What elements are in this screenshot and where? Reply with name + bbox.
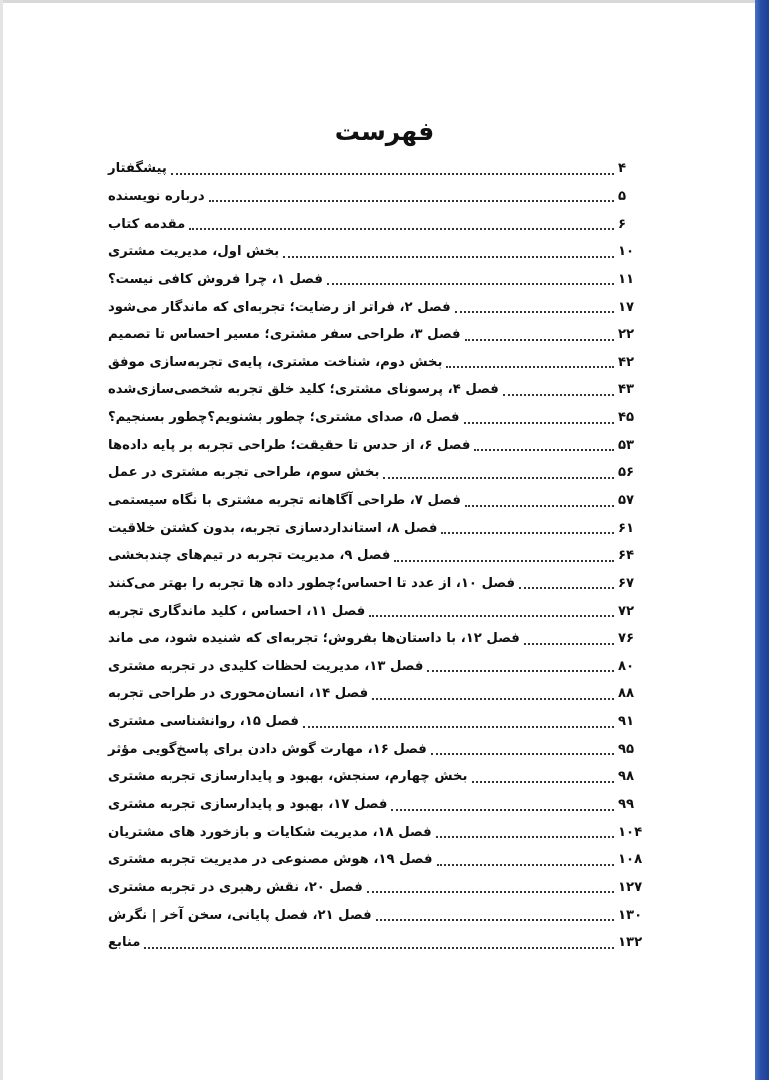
toc-entry [108, 238, 644, 266]
toc-entry-page: ۱۷ [618, 299, 635, 315]
dot-leader [376, 919, 614, 921]
toc-entry-label: بخش سوم، طراحی تجربه مشتری در عمل [108, 465, 380, 481]
toc-entry-page: ۱۳۰ [618, 907, 643, 923]
toc-entry [108, 680, 644, 708]
toc-entry [108, 155, 644, 183]
toc-entry-label: درباره نویسنده [108, 188, 205, 204]
dot-leader [436, 836, 614, 838]
toc-entry-label: فصل ۲، فراتر از رضایت؛ تجربه‌ای که ماندگار می‌شود [108, 299, 451, 315]
dot-leader [427, 670, 614, 672]
toc-entry-page: ۹۹ [618, 797, 635, 813]
dot-leader [383, 477, 614, 479]
toc-entry [108, 321, 644, 349]
toc-entry-page: ۱۰ [618, 244, 635, 260]
toc-entry [108, 901, 644, 929]
toc-entry [108, 183, 644, 211]
toc-entry-page: ۹۸ [618, 769, 635, 785]
toc-entry [108, 874, 644, 902]
toc-entry [108, 376, 644, 404]
dot-leader [519, 587, 614, 589]
toc-entry-page: ۶۴ [618, 548, 635, 564]
toc-entry-page: ۷۶ [618, 631, 635, 647]
toc-entry-page: ۱۰۸ [618, 852, 643, 868]
toc-entry-page: ۶۷ [618, 575, 635, 591]
toc-entry-page: ۷۲ [618, 603, 635, 619]
dot-leader [465, 505, 614, 507]
toc-entry-label: فصل ۱۳، مدیریت لحظات کلیدی در تجربه مشتری [108, 658, 424, 674]
dot-leader [524, 643, 614, 645]
toc-entry-label: فصل ۲۰، نقش رهبری در تجربه مشتری [108, 879, 363, 895]
toc-entry-label: فصل ۱۷، بهبود و پایدارسازی تجربه مشتری [108, 797, 388, 813]
toc-entry-page: ۶ [618, 216, 627, 232]
toc-entry-label: فصل ۴، پرسونای مشتری؛ کلید خلق تجربه شخصی‌سازی‌شده [108, 382, 499, 398]
dot-leader [455, 311, 614, 313]
dot-leader [441, 532, 614, 534]
toc-entry-label: فصل ۱۶، مهارت گوش دادن برای پاسخ‌گویی مؤثر [108, 741, 427, 757]
dot-leader [437, 864, 614, 866]
toc-entry-label: فصل ۸، استانداردسازی تجربه، بدون کشتن خلاقیت [108, 520, 438, 536]
toc-entry-label: فصل ۱۴، انسان‌محوری در طراحی تجربه [108, 686, 369, 702]
toc-entry [108, 625, 644, 653]
toc-entry-page: ۲۲ [618, 327, 635, 343]
toc-entry-label: فصل ۳، طراحی سفر مشتری؛ مسیر احساس تا تصمیم [108, 327, 461, 343]
toc-entry [108, 818, 644, 846]
toc-entry [108, 735, 644, 763]
toc-entry-label: فصل ۱۰، از عدد تا احساس؛چطور داده ها تجربه را بهتر می‌کنند [108, 575, 515, 591]
toc-entry-page: ۱۲۷ [618, 879, 643, 895]
toc-entry-page: ۵۶ [618, 465, 635, 481]
toc-entry [108, 708, 644, 736]
toc-entry-label: فصل ۵، صدای مشتری؛ چطور بشنویم؟چطور بسنجیم؟ [108, 410, 460, 426]
toc-entry [108, 542, 644, 570]
toc-entry-page: ۵ [618, 188, 627, 204]
toc-entry [108, 348, 644, 376]
toc-entry-label: فصل ۱۲، با داستان‌ها بفروش؛ تجربه‌ای که شنیده شود، می ماند [108, 631, 520, 647]
dot-leader [283, 256, 614, 258]
dot-leader [391, 809, 614, 811]
dot-leader [189, 228, 614, 230]
toc-entry [108, 597, 644, 625]
toc-entry [108, 514, 644, 542]
toc-entry-page: ۹۱ [618, 714, 635, 730]
dot-leader [209, 200, 614, 202]
toc-entry-label: پیشگفتار [108, 161, 167, 177]
toc-entry-label: بخش دوم، شناخت مشتری، پایه‌ی تجربه‌سازی موفق [108, 354, 443, 370]
toc-entry-page: ۴ [618, 161, 627, 177]
toc-entry [108, 846, 644, 874]
dot-leader [303, 726, 614, 728]
window-frame-right [755, 0, 769, 1080]
dot-leader [472, 781, 615, 783]
toc-entry [108, 763, 644, 791]
toc-entry-label: مقدمه کتاب [108, 216, 186, 232]
toc-entry [108, 791, 644, 819]
dot-leader [171, 173, 614, 175]
toc-entry [108, 293, 644, 321]
toc-entry [108, 487, 644, 515]
toc-entry-label: فصل ۱، چرا فروش کافی نیست؟ [108, 271, 323, 287]
toc-entry-page: ۴۵ [618, 410, 635, 426]
dot-leader [431, 753, 614, 755]
toc-entry-label: فصل ۱۹، هوش مصنوعی در مدیریت تجربه مشتری [108, 852, 433, 868]
toc-entry-label: فصل ۱۱، احساس ، کلید ماندگاری تجربه [108, 603, 366, 619]
toc-entry-page: ۸۰ [618, 658, 635, 674]
dot-leader [369, 615, 614, 617]
toc-entry [108, 266, 644, 294]
dot-leader [474, 449, 614, 451]
toc-entry-page: ۵۳ [618, 437, 635, 453]
toc-entry-label: فصل ۲۱، فصل پایانی، سخن آخر | نگرش [108, 907, 372, 923]
toc-entry-page: ۱۰۴ [618, 824, 643, 840]
toc-entry-page: ۴۳ [618, 382, 635, 398]
toc-entry [108, 459, 644, 487]
dot-leader [372, 698, 614, 700]
toc-entry-page: ۸۸ [618, 686, 635, 702]
toc-entry-label: فصل ۶، از حدس تا حقیقت؛ طراحی تجربه بر پایه داده‌ها [108, 437, 471, 453]
dot-leader [464, 422, 614, 424]
dot-leader [367, 891, 614, 893]
toc-entry-page: ۱۱ [618, 271, 635, 287]
toc-entry [108, 404, 644, 432]
toc-list [108, 155, 644, 957]
dot-leader [144, 947, 614, 949]
dot-leader [327, 283, 614, 285]
toc-entry-label: منابع [108, 935, 141, 951]
dot-leader [465, 339, 614, 341]
toc-entry-label: فصل ۱۵، روانشناسی مشتری [108, 714, 299, 730]
toc-entry-label: فصل ۹، مدیریت تجربه در تیم‌های چندبخشی [108, 548, 391, 564]
toc-entry [108, 570, 644, 598]
dot-leader [503, 394, 614, 396]
page-edge-left [0, 0, 3, 1080]
toc-entry-label: بخش اول، مدیریت مشتری [108, 244, 280, 260]
toc-entry-page: ۶۱ [618, 520, 635, 536]
toc-entry-page: ۴۲ [618, 354, 635, 370]
dot-leader [394, 560, 614, 562]
toc-entry-label: فصل ۷، طراحی آگاهانه تجربه مشتری با نگاه سیستمی [108, 493, 461, 508]
toc-title: فهرست [334, 117, 435, 146]
page-edge-top [0, 0, 769, 3]
toc-entry-page: ۱۳۲ [618, 935, 643, 951]
toc-entry-page: ۵۷ [618, 493, 635, 508]
toc-entry [108, 210, 644, 238]
toc-entry-page: ۹۵ [618, 741, 635, 757]
toc-entry-label: بخش چهارم، سنجش، بهبود و پایدارسازی تجربه مشتری [108, 769, 468, 785]
dot-leader [446, 366, 614, 368]
toc-entry [108, 653, 644, 681]
toc-entry-label: فصل ۱۸، مدیریت شکایات و بازخورد های مشتریان [108, 824, 432, 840]
toc-entry [108, 431, 644, 459]
toc-entry [108, 929, 644, 957]
